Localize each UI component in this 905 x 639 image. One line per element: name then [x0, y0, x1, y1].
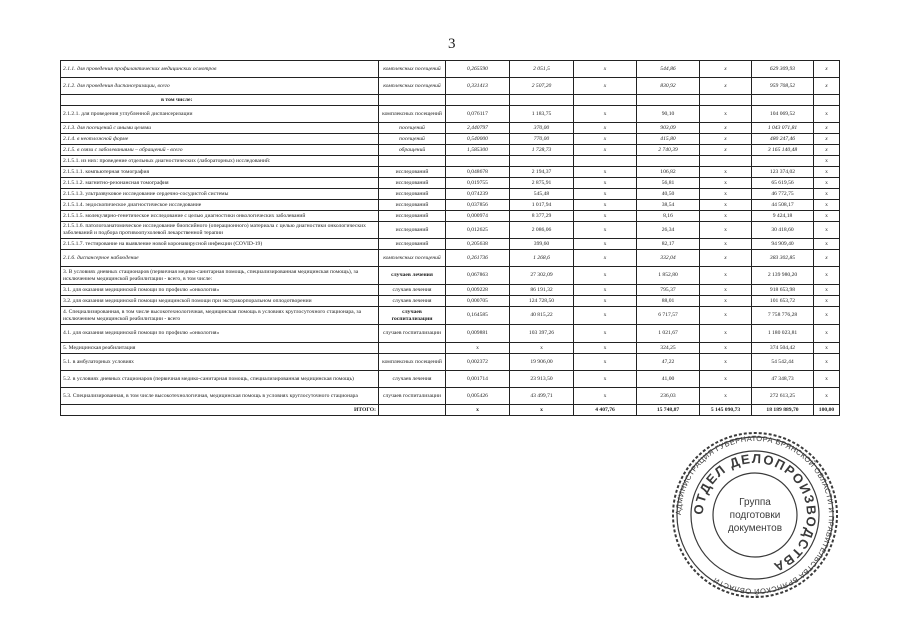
row-value-c2: 545,48: [510, 189, 574, 200]
row-value-c2: x: [510, 343, 574, 354]
row-value-c3: x: [574, 211, 637, 222]
row-value-c6: 2 139 980,20: [752, 267, 814, 285]
stamp-ring-text: ОТДЕЛ ДЕЛОПРОИЗВОДСТВА: [690, 450, 820, 576]
table-row: [61, 343, 840, 354]
row-value-c4: 47,22: [637, 354, 700, 371]
row-value-c3: x: [574, 134, 637, 145]
row-value-c1: 0,000974: [446, 211, 510, 222]
row-value-c7: [814, 95, 840, 106]
row-value-c7: x: [814, 222, 840, 239]
row-value-c2: 19 906,00: [510, 354, 574, 371]
row-value-c1: 0,076117: [446, 106, 510, 123]
row-value-c3: x: [574, 178, 637, 189]
table-row: [61, 78, 840, 95]
table-row: [61, 239, 840, 250]
table-row: [61, 222, 840, 239]
row-value-c4: 903,09: [637, 123, 700, 134]
row-value-c5: x: [700, 250, 752, 267]
row-value-c5: x: [700, 78, 752, 95]
row-value-c4: 1 021,67: [637, 325, 700, 343]
row-value-c1: 0,048678: [446, 167, 510, 178]
row-value-c6: 123 374,02: [752, 167, 814, 178]
row-value-c5: x: [700, 354, 752, 371]
row-unit: случаев госпитализации: [379, 325, 446, 343]
row-value-c6: [752, 95, 814, 106]
row-name: 2.1.5.1.2. магнитно-резонансная томография: [61, 178, 379, 189]
table-row: [61, 189, 840, 200]
row-value-c1: 0,265590: [446, 61, 510, 78]
row-name: 3. В условиях дневных стационаров (первичная медико-санитарная помощь, специализированная медицинская помощь), за исключением медицинской реабилитации - всего, в том числе:: [61, 267, 379, 285]
row-value-c7: x: [814, 123, 840, 134]
row-value-c1: 0,540000: [446, 134, 510, 145]
row-value-c1: 0,000705: [446, 296, 510, 307]
row-value-c1: 0,205638: [446, 239, 510, 250]
row-name: 2.1.5. в связи с заболеваниями – обращений - всего: [61, 145, 379, 156]
row-name: 5.3. Специализированная, в том числе высокотехнологичная, медицинская помощь в условиях круглосуточного стационара: [61, 388, 379, 405]
row-name: 2.1.5.1.6. патологоанатомическое исследование биопсийного (операционного) материала с целью диагностики онкологических заболеваний и подбора противоопухолевой лекарственной терапии: [61, 222, 379, 239]
row-value-c2: 1 268,6: [510, 250, 574, 267]
table-row: [61, 267, 840, 285]
row-value-c2: 40 815,22: [510, 307, 574, 325]
row-value-c7: x: [814, 285, 840, 296]
row-value-c3: x: [574, 189, 637, 200]
row-value-c5: x: [700, 134, 752, 145]
total-row: [61, 405, 840, 416]
row-unit: случаев госпитализации: [379, 307, 446, 325]
total-value-c5: 5 145 090,73: [700, 405, 752, 416]
row-value-c6: 272 613,25: [752, 388, 814, 405]
row-value-c5: x: [700, 267, 752, 285]
table-row: [61, 371, 840, 388]
row-name: 2.1.5.1.3. ультразвуковое исследование сердечно-сосудистой системы: [61, 189, 379, 200]
page-number: 3: [448, 36, 456, 52]
table-row: [61, 285, 840, 296]
row-value-c2: 1 728,73: [510, 145, 574, 156]
table-row: [61, 250, 840, 267]
row-unit: комплексных посещений: [379, 106, 446, 123]
row-value-c4: 1 852,80: [637, 267, 700, 285]
row-value-c2: 399,60: [510, 239, 574, 250]
row-value-c4: 6 717,57: [637, 307, 700, 325]
row-value-c1: 0,012625: [446, 222, 510, 239]
row-value-c5: [700, 95, 752, 106]
row-unit: комплексных посещений: [379, 61, 446, 78]
row-value-c1: 0,009881: [446, 325, 510, 343]
table-row: [61, 134, 840, 145]
row-value-c7: x: [814, 371, 840, 388]
row-value-c3: [574, 95, 637, 106]
row-value-c6: 9 424,18: [752, 211, 814, 222]
row-name: 2.1.2. для проведения диспансеризации, всего: [61, 78, 379, 95]
row-name: 2.1.5.1.7. тестирование на выявление новой коронавирусной инфекции (COVID-19): [61, 239, 379, 250]
row-value-c1: 0,009228: [446, 285, 510, 296]
row-value-c4: 106,82: [637, 167, 700, 178]
row-value-c4: 38,54: [637, 200, 700, 211]
row-name: 5. Медицинская реабилитация: [61, 343, 379, 354]
row-value-c2: 27 302,09: [510, 267, 574, 285]
row-value-c7: x: [814, 343, 840, 354]
total-value-c6: 18 189 889,70: [752, 405, 814, 416]
row-value-c7: x: [814, 354, 840, 371]
row-value-c2: 370,00: [510, 123, 574, 134]
row-value-c3: x: [574, 61, 637, 78]
row-unit: посещений: [379, 123, 446, 134]
row-value-c6: 104 069,52: [752, 106, 814, 123]
row-value-c2: [510, 95, 574, 106]
row-value-c5: x: [700, 61, 752, 78]
row-value-c6: 918 653,98: [752, 285, 814, 296]
row-value-c2: [510, 156, 574, 167]
row-value-c6: 101 653,72: [752, 296, 814, 307]
row-value-c4: 324,25: [637, 343, 700, 354]
row-value-c2: 2 086,06: [510, 222, 574, 239]
stamp-center-line3: документов: [727, 523, 783, 534]
row-name: 2.1.1. для проведения профилактических медицинских осмотров: [61, 61, 379, 78]
total-value-c3: 4 407,76: [574, 405, 637, 416]
row-value-c6: 959 708,52: [752, 78, 814, 95]
row-value-c6: 46 772,75: [752, 189, 814, 200]
table-row: [61, 325, 840, 343]
row-value-c6: 629 309,93: [752, 61, 814, 78]
table-row: [61, 211, 840, 222]
row-value-c1: 0,001714: [446, 371, 510, 388]
row-unit: исследований: [379, 189, 446, 200]
row-unit: исследований: [379, 178, 446, 189]
row-value-c1: 0,005426: [446, 388, 510, 405]
row-unit: комплексных посещений: [379, 78, 446, 95]
row-value-c7: x: [814, 211, 840, 222]
row-value-c2: 2 051,5: [510, 61, 574, 78]
row-value-c2: 1 017,94: [510, 200, 574, 211]
table-row: [61, 354, 840, 371]
row-value-c2: 23 913,50: [510, 371, 574, 388]
row-name: 2.1.6. диспансерное наблюдение: [61, 250, 379, 267]
row-value-c6: 3 165 140,48: [752, 145, 814, 156]
row-value-c5: x: [700, 239, 752, 250]
row-value-c7: x: [814, 250, 840, 267]
row-value-c5: [700, 156, 752, 167]
row-value-c7: x: [814, 78, 840, 95]
row-value-c5: x: [700, 178, 752, 189]
row-value-c1: 0,037856: [446, 200, 510, 211]
row-value-c1: [446, 156, 510, 167]
table-row: [61, 307, 840, 325]
row-value-c7: x: [814, 200, 840, 211]
row-value-c7: x: [814, 156, 840, 167]
row-value-c1: 2,440797: [446, 123, 510, 134]
row-value-c2: 2 507,20: [510, 78, 574, 95]
row-value-c4: 332,04: [637, 250, 700, 267]
row-value-c5: x: [700, 388, 752, 405]
row-unit: исследований: [379, 211, 446, 222]
row-value-c7: x: [814, 189, 840, 200]
row-value-c4: 40,50: [637, 189, 700, 200]
row-value-c3: x: [574, 106, 637, 123]
row-value-c7: x: [814, 167, 840, 178]
row-value-c7: x: [814, 239, 840, 250]
row-value-c7: x: [814, 61, 840, 78]
row-value-c3: [574, 156, 637, 167]
row-value-c5: x: [700, 200, 752, 211]
row-value-c1: 0,331413: [446, 78, 510, 95]
row-value-c6: 44 508,17: [752, 200, 814, 211]
total-value-c4: 15 748,87: [637, 405, 700, 416]
row-value-c3: x: [574, 123, 637, 134]
row-value-c6: 47 348,73: [752, 371, 814, 388]
row-value-c4: 236,03: [637, 388, 700, 405]
row-value-c7: x: [814, 106, 840, 123]
row-value-c3: x: [574, 200, 637, 211]
row-value-c3: x: [574, 267, 637, 285]
financing-table: [60, 60, 840, 416]
total-value-c1: x: [446, 405, 510, 416]
row-value-c3: x: [574, 388, 637, 405]
row-value-c5: x: [700, 285, 752, 296]
row-name: в том числе:: [61, 95, 379, 106]
row-value-c2: 103 397,26: [510, 325, 574, 343]
row-value-c1: 0,002372: [446, 354, 510, 371]
row-value-c6: 65 619,56: [752, 178, 814, 189]
row-value-c2: 43 499,71: [510, 388, 574, 405]
row-name: 2.1.2.1. для проведения углубленной диспансеризации: [61, 106, 379, 123]
row-value-c7: x: [814, 307, 840, 325]
row-value-c3: x: [574, 239, 637, 250]
row-value-c2: 2 875,91: [510, 178, 574, 189]
row-value-c4: 415,80: [637, 134, 700, 145]
row-unit: исследований: [379, 239, 446, 250]
row-unit: исследований: [379, 167, 446, 178]
row-unit: случаев госпитализации: [379, 388, 446, 405]
row-value-c6: 30 418,60: [752, 222, 814, 239]
row-value-c3: x: [574, 222, 637, 239]
total-unit: [379, 405, 446, 416]
row-value-c5: x: [700, 106, 752, 123]
row-unit: комплексных посещений: [379, 354, 446, 371]
total-value-c2: x: [510, 405, 574, 416]
row-unit: случаев лечения: [379, 267, 446, 285]
table-row: [61, 296, 840, 307]
row-value-c1: 0,067863: [446, 267, 510, 285]
row-value-c1: [446, 95, 510, 106]
row-value-c6: [752, 156, 814, 167]
row-value-c6: 7 758 776,28: [752, 307, 814, 325]
row-value-c5: x: [700, 296, 752, 307]
row-value-c6: 1 043 071,81: [752, 123, 814, 134]
table-row: [61, 95, 840, 106]
row-name: 5.1. в амбулаторных условиях: [61, 354, 379, 371]
row-value-c7: x: [814, 267, 840, 285]
row-value-c6: 1 180 023,81: [752, 325, 814, 343]
row-value-c5: x: [700, 325, 752, 343]
row-value-c4: 830,92: [637, 78, 700, 95]
row-value-c3: x: [574, 167, 637, 178]
table-row: [61, 123, 840, 134]
table-row: [61, 200, 840, 211]
row-value-c7: x: [814, 325, 840, 343]
row-value-c3: x: [574, 325, 637, 343]
row-name: 4. Специализированная, в том числе высокотехнологичная, медицинская помощь в условиях круглосуточного стационара, за исключением медицинской реабилитации - всего: [61, 307, 379, 325]
row-value-c5: x: [700, 189, 752, 200]
row-value-c4: [637, 95, 700, 106]
row-value-c3: x: [574, 145, 637, 156]
row-name: 5.2. в условиях дневных стационаров (первичная медико-санитарная помощь, специализированная медицинская помощь): [61, 371, 379, 388]
row-value-c5: x: [700, 222, 752, 239]
row-value-c6: 54 542,44: [752, 354, 814, 371]
row-value-c4: 795,37: [637, 285, 700, 296]
row-name: 2.1.4. в неотложной форме: [61, 134, 379, 145]
row-value-c3: x: [574, 307, 637, 325]
row-unit: случаев лечения: [379, 296, 446, 307]
row-value-c7: x: [814, 134, 840, 145]
row-value-c1: x: [446, 343, 510, 354]
row-value-c4: 41,00: [637, 371, 700, 388]
row-value-c1: 0,261736: [446, 250, 510, 267]
table-row: [61, 156, 840, 167]
row-name: 2.1.3. для посещений с иными целями: [61, 123, 379, 134]
row-value-c7: x: [814, 178, 840, 189]
row-unit: посещений: [379, 134, 446, 145]
total-value-c7: 100,00: [814, 405, 840, 416]
row-value-c5: x: [700, 307, 752, 325]
official-stamp: [670, 430, 840, 600]
row-value-c4: 2 740,39: [637, 145, 700, 156]
row-value-c4: 82,17: [637, 239, 700, 250]
table-row: [61, 178, 840, 189]
row-name: 3.1. для оказания медицинской помощи по профилю «онкология»: [61, 285, 379, 296]
stamp-outer-text: АДМИНИСТРАЦИЯ ГУБЕРНАТОРА БРЯНСКОЙ ОБЛАСТИ И ПРАВИТЕЛЬСТВА БРЯНСКОЙ ОБЛАСТИ: [673, 433, 837, 597]
row-value-c4: 544,86: [637, 61, 700, 78]
table-row: [61, 106, 840, 123]
row-value-c3: x: [574, 296, 637, 307]
row-value-c4: 88,01: [637, 296, 700, 307]
row-unit: исследований: [379, 200, 446, 211]
row-value-c2: 2 194,37: [510, 167, 574, 178]
row-value-c5: x: [700, 167, 752, 178]
row-value-c5: x: [700, 211, 752, 222]
row-value-c6: 94 909,40: [752, 239, 814, 250]
row-value-c7: x: [814, 296, 840, 307]
stamp-center-line1: Группа: [739, 497, 771, 508]
row-name: 3.2. для оказания медицинской помощи медицинской помощи при экстракорпоральном оплодотворении: [61, 296, 379, 307]
row-unit: [379, 95, 446, 106]
row-value-c4: 90,10: [637, 106, 700, 123]
row-name: 4.1. для оказания медицинской помощи по профилю «онкология»: [61, 325, 379, 343]
table-row: [61, 61, 840, 78]
row-unit: обращений: [379, 145, 446, 156]
row-value-c1: 0,074239: [446, 189, 510, 200]
row-unit: [379, 156, 446, 167]
row-value-c2: 86 191,32: [510, 285, 574, 296]
row-value-c5: x: [700, 145, 752, 156]
row-value-c3: x: [574, 343, 637, 354]
row-value-c2: 124 728,50: [510, 296, 574, 307]
row-value-c6: 374 504,42: [752, 343, 814, 354]
row-value-c7: x: [814, 388, 840, 405]
row-value-c1: 1,585300: [446, 145, 510, 156]
row-value-c6: 480 247,46: [752, 134, 814, 145]
row-value-c1: 0,164585: [446, 307, 510, 325]
row-value-c2: 8 377,29: [510, 211, 574, 222]
row-value-c5: x: [700, 343, 752, 354]
row-unit: [379, 343, 446, 354]
row-unit: комплексных посещений: [379, 250, 446, 267]
row-value-c3: x: [574, 250, 637, 267]
row-value-c2: 770,00: [510, 134, 574, 145]
table-row: [61, 167, 840, 178]
row-value-c6: 383 302,85: [752, 250, 814, 267]
row-value-c5: x: [700, 371, 752, 388]
row-unit: исследований: [379, 222, 446, 239]
row-name: 2.1.5.1.1. компьютерная томография: [61, 167, 379, 178]
row-value-c4: 56,81: [637, 178, 700, 189]
row-value-c4: 8,16: [637, 211, 700, 222]
row-unit: случаев лечения: [379, 371, 446, 388]
row-value-c3: x: [574, 354, 637, 371]
row-name: 2.1.5.1.4. эндоскопическое диагностическое исследование: [61, 200, 379, 211]
stamp-center-line2: подготовки: [729, 510, 781, 521]
row-value-c2: 1 183,75: [510, 106, 574, 123]
row-name: 2.1.5.1.5. молекулярно-генетическое исследование с целью диагностики онкологических заболеваний: [61, 211, 379, 222]
row-value-c4: 26,34: [637, 222, 700, 239]
table-row: [61, 145, 840, 156]
row-value-c5: x: [700, 123, 752, 134]
row-value-c7: x: [814, 145, 840, 156]
row-value-c4: [637, 156, 700, 167]
row-value-c3: x: [574, 371, 637, 388]
row-value-c3: x: [574, 78, 637, 95]
total-label: ИТОГО:: [61, 405, 379, 416]
table-row: [61, 388, 840, 405]
row-unit: случаев лечения: [379, 285, 446, 296]
row-value-c3: x: [574, 285, 637, 296]
row-name: 2.1.5.1. из них: проведение отдельных диагностических (лабораторных) исследований:: [61, 156, 379, 167]
row-value-c1: 0,019755: [446, 178, 510, 189]
